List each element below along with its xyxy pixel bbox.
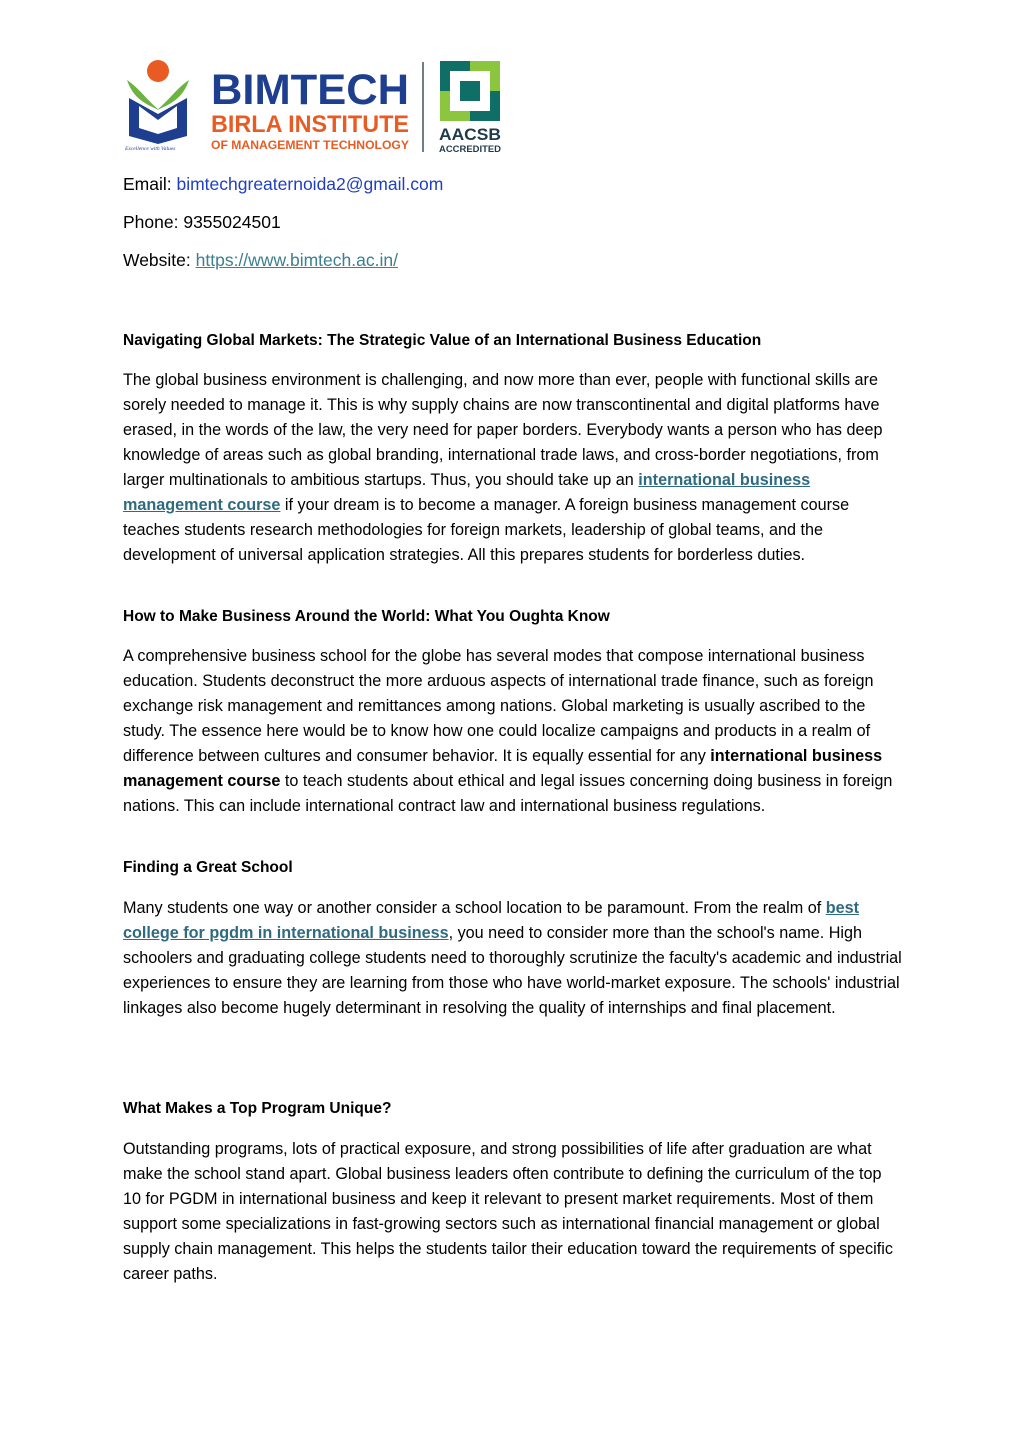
- logo-name: BIMTECH: [211, 66, 409, 114]
- aacsb-badge-icon: [440, 61, 500, 121]
- p3-text-a: Many students one way or another consider a school location to be paramount. From the realm of: [123, 899, 826, 917]
- logo-line2: OF MANAGEMENT TECHNOLOGY: [211, 138, 409, 152]
- international-business-course-link[interactable]: international business management course: [123, 471, 811, 514]
- paragraph-2: [123, 644, 903, 819]
- logo-tagline: Excellence with Values: [125, 146, 176, 152]
- website-link[interactable]: https://www.bimtech.ac.in/: [195, 250, 398, 270]
- badge-line1: AACSB: [439, 125, 501, 144]
- section-heading-2: How to Make Business Around the World: What You Oughta Know: [123, 608, 610, 625]
- section-heading-3: Finding a Great School: [123, 859, 293, 876]
- email-link[interactable]: bimtechgreaternoida2@gmail.com: [171, 174, 444, 194]
- emblem-icon: [127, 60, 189, 144]
- p1-text-a: The global business environment is challenging, and now more than ever, people with functional skills are sorely needed to manage it. This is why supply chains are now transcontinental and digital platforms have erased, in the words of the law, the very need for paper borders. Everybody wants a person who has deep knowledge of areas such as global branding, international trade laws, and cross-border negotiations, from larger multinationals to ambitious startups. Thus, you should take up an: [123, 371, 883, 489]
- logo-line1: BIRLA INSTITUTE: [211, 111, 409, 138]
- best-college-pgdm-link[interactable]: best college for pgdm in international business: [123, 899, 860, 942]
- email-line: [123, 173, 443, 195]
- website-label: Website:: [123, 250, 191, 270]
- website-line: [123, 249, 398, 271]
- email-label: Email:: [123, 174, 172, 194]
- paragraph-3: [123, 896, 903, 1021]
- badge-line2: ACCREDITED: [439, 144, 502, 154]
- phone-line: [123, 211, 281, 233]
- phone-label: Phone:: [123, 212, 179, 232]
- p2-bold-course: international business management course: [123, 747, 883, 790]
- bimtech-logo: [123, 58, 505, 154]
- section-heading-4: What Makes a Top Program Unique?: [123, 1100, 392, 1117]
- p1-text-b: if your dream is to become a manager. A foreign business management course teaches students research methodologies for foreign markets, leadership of global teams, and the development of universal application strategies. All this prepares students for borderless duties.: [123, 496, 850, 564]
- p2-text-a: A comprehensive business school for the globe has several modes that compose international business education. Students deconstruct the more arduous aspects of international trade finance, such as foreign exchange risk management and remittances among nations. Global marketing is usually ascribed to the study. The essence here would be to know how one could localize campaigns and products in a realm of difference between cultures and consumer behavior. It is equally essential for any: [123, 647, 874, 765]
- p2-text-b: to teach students about ethical and legal issues concerning doing business in foreign nations. This can include international contract law and international business regulations.: [123, 772, 893, 815]
- p3-text-b: , you need to consider more than the school's name. High schoolers and graduating college students need to thoroughly scrutinize the faculty's academic and industrial experiences to ensure they are learning from those who have world-market exposure. The schools' industrial linkages also become hugely determinant in resolving the quality of internships and final placement.: [123, 924, 902, 1017]
- phone-value: 9355024501: [183, 212, 281, 232]
- logo-divider: [422, 62, 424, 152]
- article-title: Navigating Global Markets: The Strategic Value of an International Business Education: [123, 332, 762, 349]
- paragraph-1: [123, 368, 903, 568]
- paragraph-4: Outstanding programs, lots of practical exposure, and strong possibilities of life after graduation are what make the school stand apart. Global business leaders often contribute to defining the curriculum of the top 10 for PGDM in international business and keep it relevant to present market requirements. Most of them support some specializations in fast-growing sectors such as international financial management or global supply chain management. This helps the students tailor their education toward the requirements of specific career paths.: [123, 1140, 893, 1283]
